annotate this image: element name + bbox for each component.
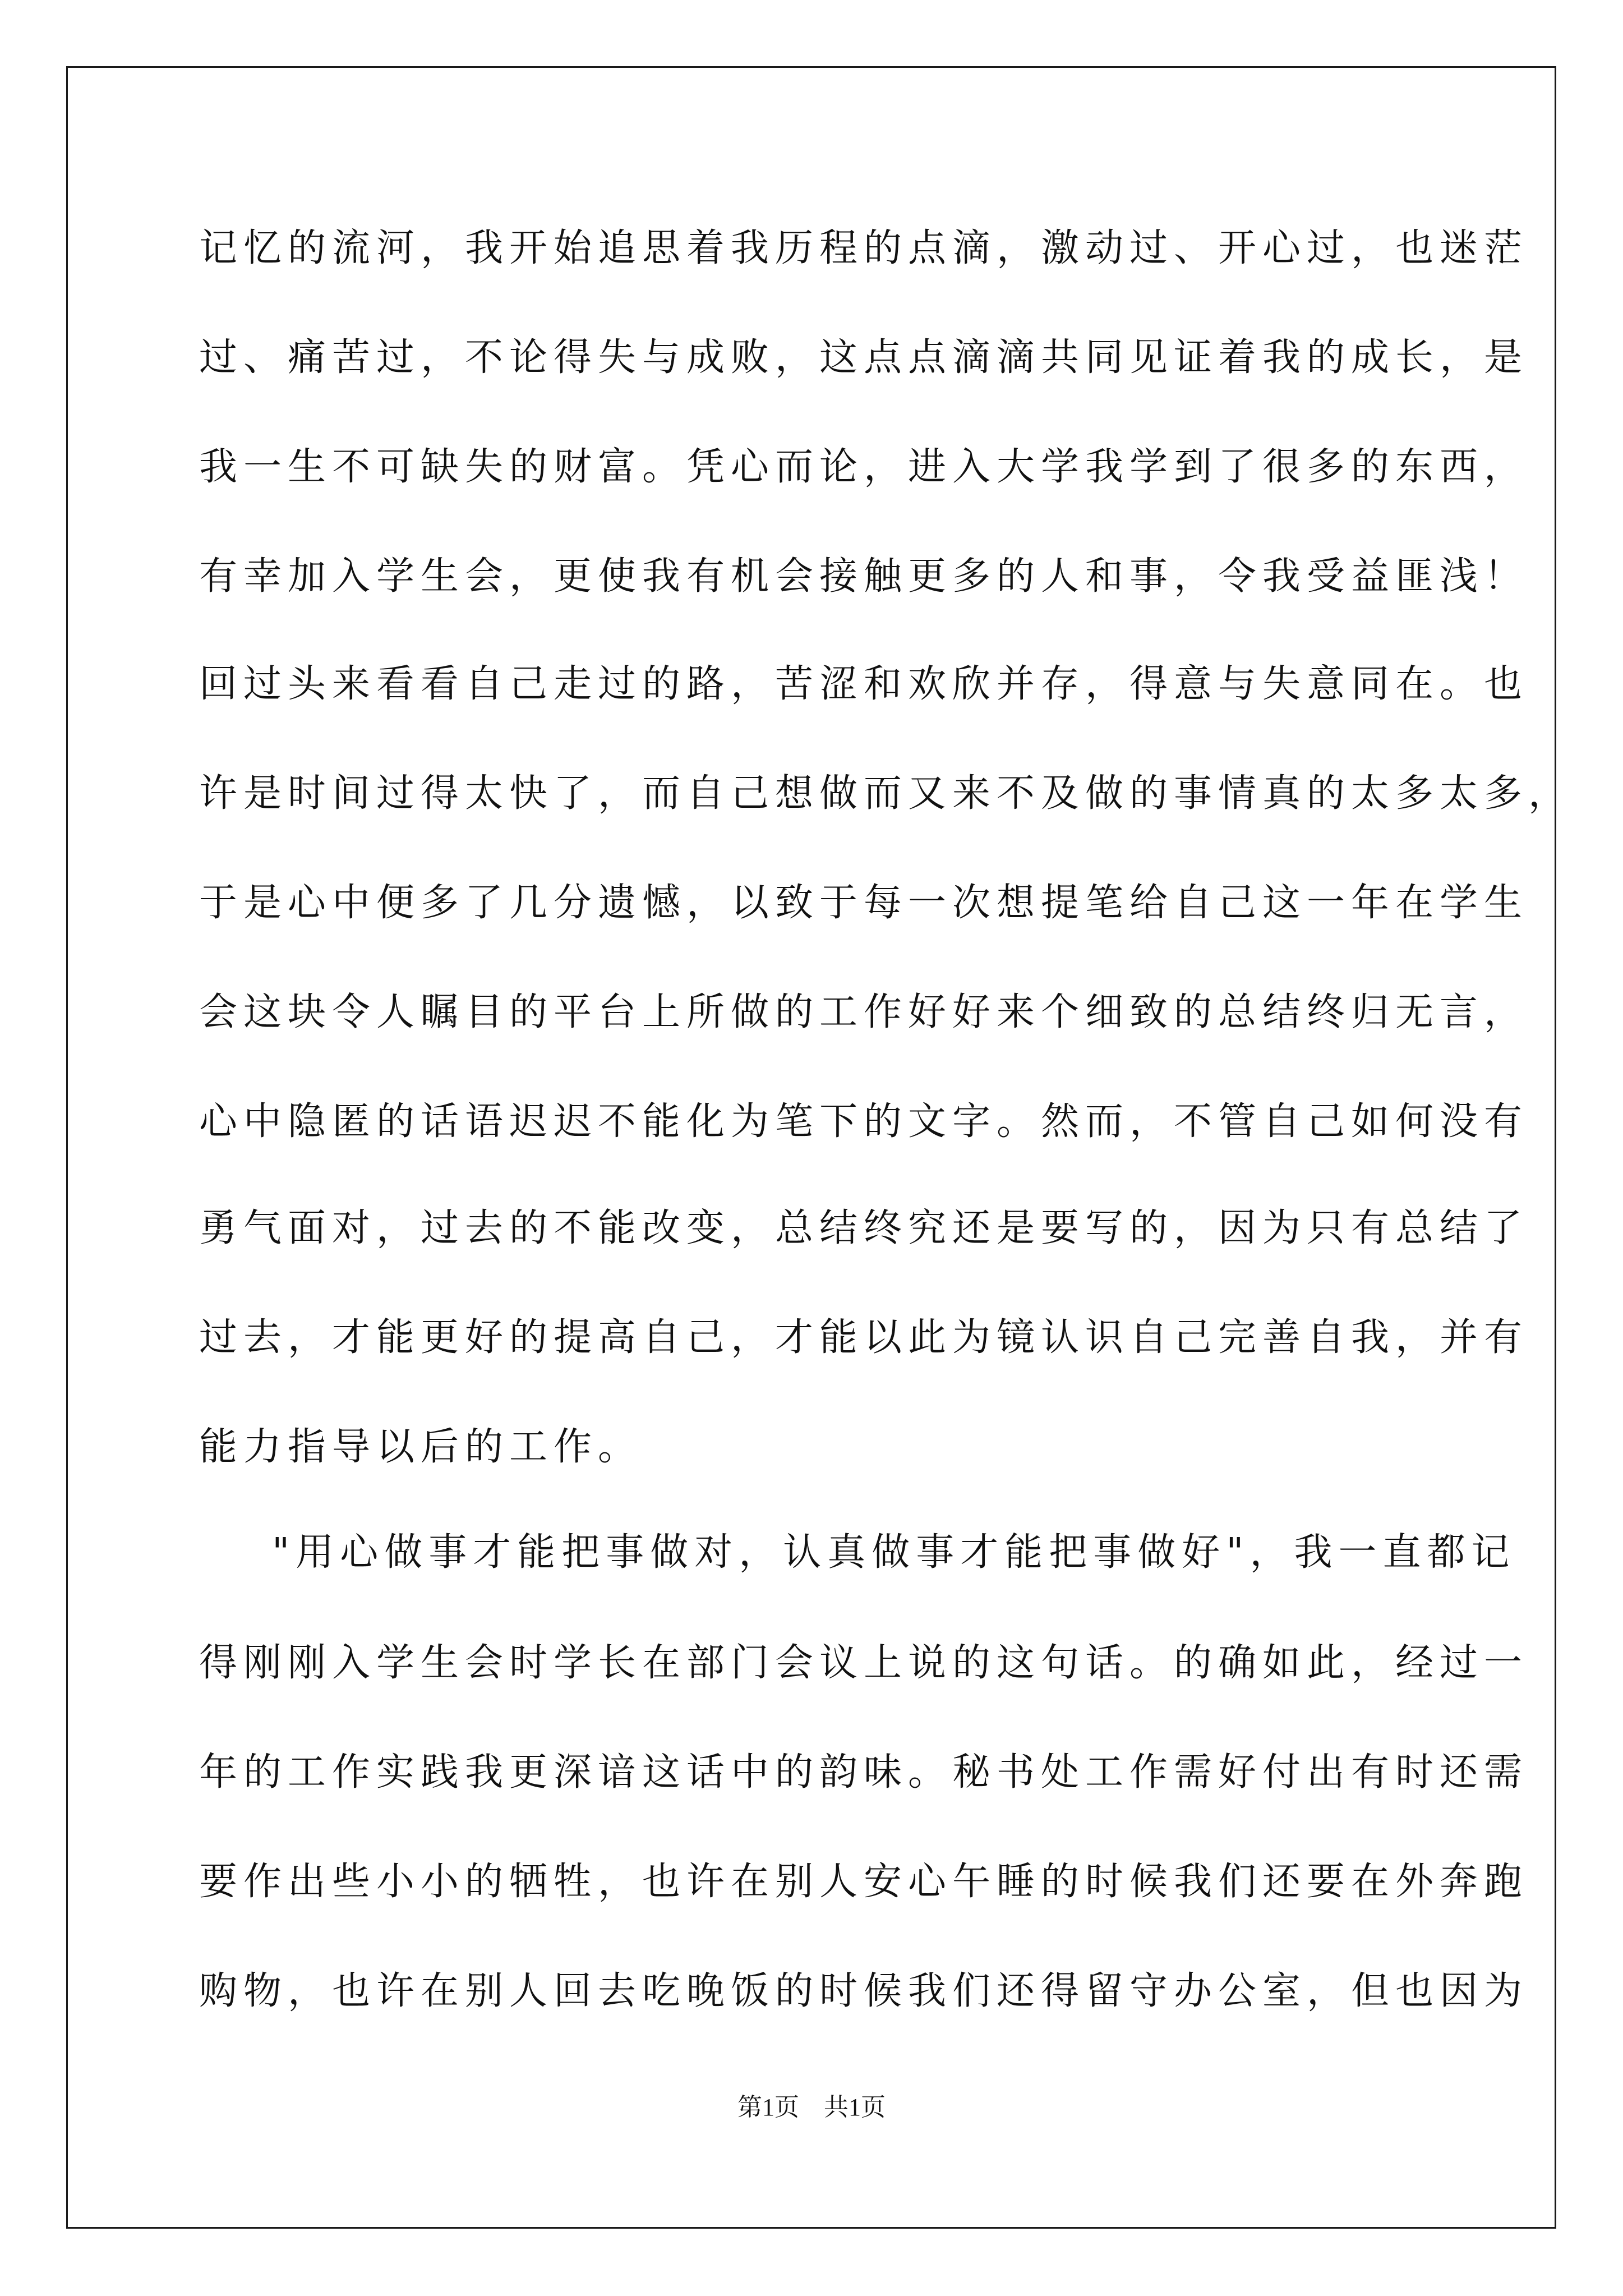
text-line: 会这块令人瞩目的平台上所做的工作好好来个细致的总结终归无言， <box>199 990 1529 1034</box>
text-line: 回过头来看看自己走过的路，苦涩和欢欣并存，得意与失意同在。也 <box>199 662 1529 706</box>
text-line: 过去，才能更好的提高自己，才能以此为镜认识自己完善自我，并有 <box>199 1315 1529 1360</box>
text-line: 年的工作实践我更深谙这话中的韵味。秘书处工作需好付出有时还需 <box>199 1750 1529 1795</box>
text-line: 心中隐匿的话语迟迟不能化为笔下的文字。然而，不管自己如何没有 <box>199 1099 1529 1144</box>
text-line: 购物，也许在别人回去吃晚饭的时候我们还得留守办公室，但也因为 <box>199 1969 1529 2013</box>
paragraph-first-line: "用心做事才能把事做对，认真做事才能把事做好"，我一直都记 <box>272 1530 1516 1575</box>
text-line: 有幸加入学生会，更使我有机会接触更多的人和事，令我受益匪浅！ <box>199 554 1529 599</box>
text-line: 许是时间过得太快了，而自己想做而又来不及做的事情真的太多太多， <box>199 771 1573 816</box>
text-line: 能力指导以后的工作。 <box>199 1425 643 1469</box>
text-line: 我一生不可缺失的财富。凭心而论，进入大学我学到了很多的东西， <box>199 445 1529 489</box>
text-line: 过、痛苦过，不论得失与成败，这点点滴滴共同见证着我的成长，是 <box>199 335 1529 380</box>
text-line: 要作出些小小的牺牲，也许在别人安心午睡的时候我们还要在外奔跑 <box>199 1860 1529 1904</box>
text-line: 得刚刚入学生会时学长在部门会议上说的这句话。的确如此，经过一 <box>199 1641 1529 1685</box>
text-line: 于是心中便多了几分遗憾，以致于每一次想提笔给自己这一年在学生 <box>199 881 1529 925</box>
text-line: 记忆的流河，我开始追思着我历程的点滴，激动过、开心过，也迷茫 <box>199 226 1529 270</box>
page-number-footer: 第1页 共1页 <box>737 2093 886 2121</box>
text-line: 勇气面对，过去的不能改变，总结终究还是要写的，因为只有总结了 <box>199 1206 1529 1250</box>
